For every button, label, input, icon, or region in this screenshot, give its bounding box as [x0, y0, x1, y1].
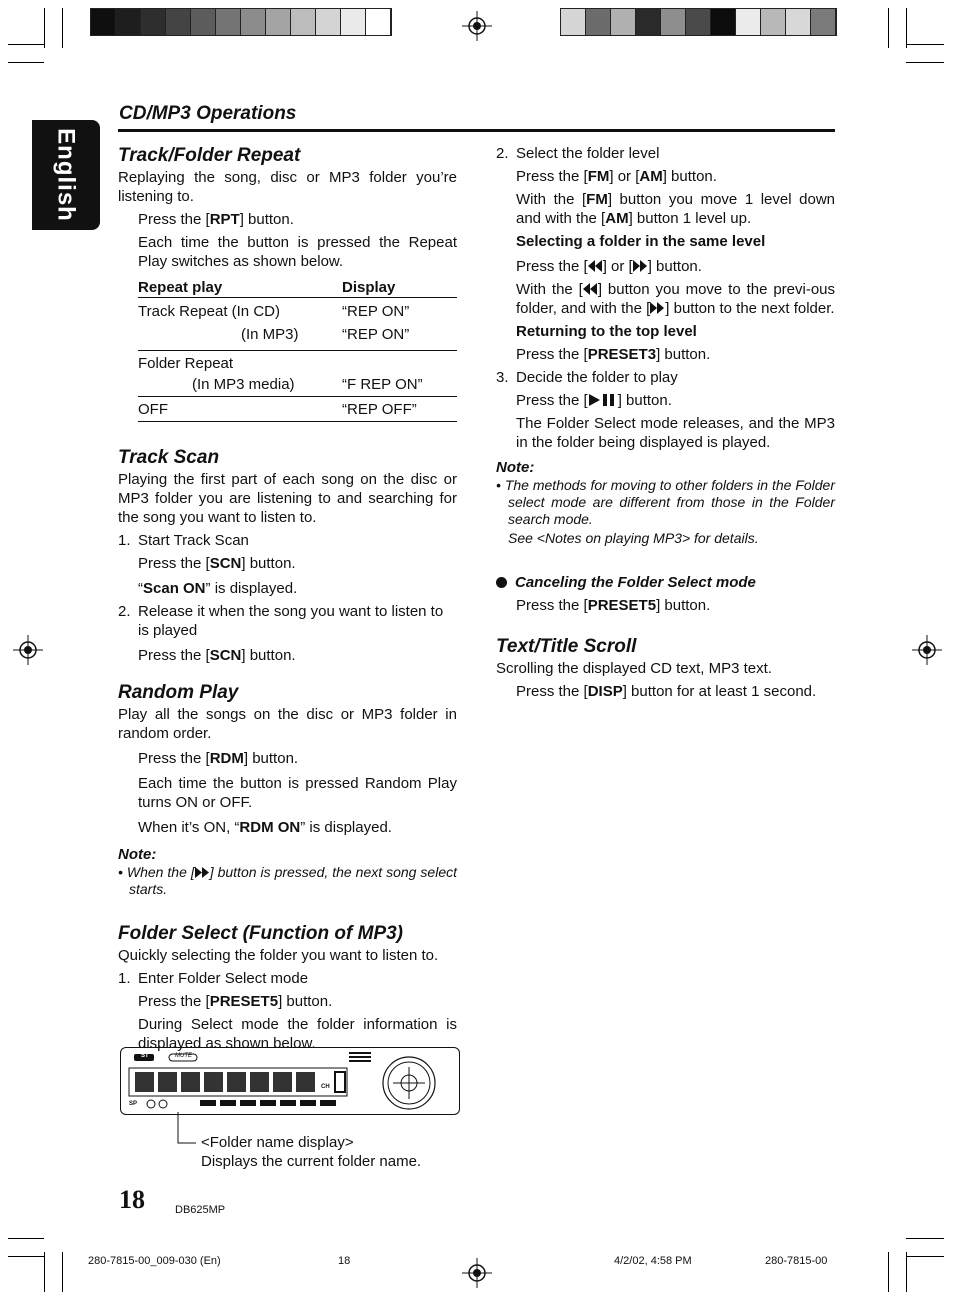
model-number: DB625MP [175, 1204, 226, 1216]
crop-mark [906, 8, 907, 48]
color-swatch [561, 9, 586, 35]
color-swatch [811, 9, 836, 35]
footer-page: 18 [338, 1255, 351, 1267]
table-header-display: Display [342, 275, 457, 298]
footer-file-name: 280-7815-00_009-030 (En) [88, 1255, 221, 1267]
folder-select-step-3: 3. Decide the folder to play [496, 369, 678, 386]
crop-mark [906, 1238, 944, 1239]
bullet-icon [496, 577, 507, 588]
callout-line [175, 1112, 197, 1144]
crop-mark [906, 1252, 907, 1292]
color-swatch [216, 9, 241, 35]
language-side-tab [32, 120, 100, 230]
language-label: English [52, 128, 80, 222]
text-scroll-intro: Scrolling the displayed CD text, MP3 text. [496, 660, 772, 677]
color-swatch [786, 9, 811, 35]
track-repeat-press: Press the [RPT] button. [138, 211, 294, 228]
lcd-st-indicator: ST [141, 1053, 149, 1059]
color-swatch [91, 9, 116, 35]
color-swatch [141, 9, 166, 35]
crop-mark [8, 44, 44, 45]
crop-mark [906, 1256, 944, 1257]
top-level-press: Press the [PRESET3] button. [516, 346, 711, 363]
track-scan-step2-press: Press the [SCN] button. [138, 647, 296, 664]
color-swatch [266, 9, 291, 35]
random-play-intro: Play all the songs on the disc or MP3 folder in random order. [118, 706, 457, 742]
skip-forward-icon [195, 867, 210, 878]
heading-random-play: Random Play [118, 682, 239, 703]
crop-mark [62, 1252, 63, 1292]
crop-mark [906, 62, 944, 63]
same-level-press: Press the [ ] or [ ] button. [516, 258, 702, 275]
left-column [118, 144, 457, 1053]
right-column [496, 144, 835, 701]
same-level-title: Selecting a folder in the same level [516, 233, 766, 250]
color-swatch [316, 9, 341, 35]
color-bar-left [90, 8, 392, 36]
registration-target-icon [462, 11, 492, 41]
folder-name-caption-desc: Displays the current folder name. [201, 1153, 422, 1170]
crop-mark [44, 1252, 45, 1292]
color-swatch [116, 9, 141, 35]
step2-with: With the [FM] button you move 1 level down and with the [AM] button 1 level up. [516, 191, 835, 227]
heading-track-repeat: Track/Folder Repeat [118, 145, 301, 166]
skip-back-icon [588, 260, 603, 272]
lcd-sp-indicator: SP [129, 1101, 138, 1107]
folder-name-caption: <Folder name display> [201, 1134, 354, 1151]
random-play-when: When it’s ON, “RDM ON” is displayed. [138, 819, 392, 836]
folder-select-step-1: 1. Enter Folder Select mode [118, 970, 309, 987]
color-swatch [636, 9, 661, 35]
text-scroll-press: Press the [DISP] button for at least 1 second. [516, 683, 817, 700]
crop-mark [62, 8, 63, 48]
registration-target-icon [13, 635, 43, 665]
play-pause-icon [588, 394, 618, 406]
track-scan-step-2: 2. Release it when the song you want to listen to is played [118, 603, 444, 639]
color-swatch [241, 9, 266, 35]
color-swatch [366, 9, 391, 35]
right-note-text: • The methods for moving to other folders in the Folder select mode are different from those in the Folder search mode. [496, 477, 835, 527]
repeat-table [138, 275, 457, 422]
table-row: Track Repeat (In CD) (In MP3) “REP ON” “REP ON” [138, 303, 410, 343]
color-swatch [711, 9, 736, 35]
folder-select-step1-desc: During Select mode the folder information is displayed as shown below. [138, 1016, 457, 1052]
right-note-title: Note: [496, 459, 535, 476]
skip-forward-icon [633, 260, 648, 272]
footer-date: 4/2/02, 4:58 PM [614, 1255, 692, 1267]
color-swatch [191, 9, 216, 35]
color-swatch [761, 9, 786, 35]
crop-mark [8, 62, 44, 63]
color-swatch [341, 9, 366, 35]
lcd-mute-indicator: MUTE [175, 1053, 192, 1059]
table-header-repeat-play: Repeat play [138, 275, 342, 298]
color-swatch [736, 9, 761, 35]
crop-mark [8, 1256, 44, 1257]
right-note-see: See <Notes on playing MP3> for details. [508, 530, 759, 546]
color-swatch [686, 9, 711, 35]
crop-mark [888, 8, 889, 48]
crop-mark [906, 44, 944, 45]
heading-track-scan: Track Scan [118, 447, 220, 468]
page-number: 18 [119, 1185, 145, 1214]
color-swatch [291, 9, 316, 35]
step3-desc: The Folder Select mode releases, and the MP3 in the folder being displayed is played. [516, 415, 835, 451]
folder-select-step1-press: Press the [PRESET5] button. [138, 993, 333, 1010]
same-level-with: With the [ ] button you move to the previ-ous folder, and with the [ ] button to the next folder. [516, 281, 836, 317]
folder-select-step-2: 2. Select the folder level [496, 145, 660, 162]
random-play-press: Press the [RDM] button. [138, 750, 299, 767]
track-scan-intro: Playing the first part of each song on the disc or MP3 folder you are listening to and searching for the song you want to listen to. [118, 471, 457, 526]
table-row: Folder Repeat (In MP3 media) “F REP ON” [138, 351, 457, 397]
header-rule [118, 129, 835, 132]
registration-target-icon [912, 635, 942, 665]
color-swatch [586, 9, 611, 35]
color-bar-right [560, 8, 837, 36]
track-repeat-desc: Each time the button is pressed the Repeat Play switches as shown below. [138, 234, 457, 270]
folder-select-intro: Quickly selecting the folder you want to listen to. [118, 947, 439, 964]
step2-press: Press the [FM] or [AM] button. [516, 168, 717, 185]
step3-press: Press the [ ] button. [516, 392, 672, 409]
random-play-note: • When the [ ] button is pressed, the next song select starts. [118, 864, 457, 897]
cancel-folder-select: Canceling the Folder Select mode [496, 573, 835, 592]
track-repeat-intro: Replaying the song, disc or MP3 folder you’re listening to. [118, 169, 457, 205]
top-level-title: Returning to the top level [516, 323, 697, 340]
color-swatch [611, 9, 636, 35]
skip-forward-icon [650, 302, 665, 314]
random-play-note-title: Note: [118, 846, 157, 863]
registration-target-icon [462, 1258, 492, 1288]
cancel-press: Press the [PRESET5] button. [516, 597, 711, 614]
table-row: OFF “REP OFF” [138, 397, 457, 422]
crop-mark [44, 8, 45, 48]
track-scan-step1-display: “Scan ON” is displayed. [138, 580, 298, 597]
skip-back-icon [583, 283, 598, 295]
random-play-desc: Each time the button is pressed Random Play turns ON or OFF. [138, 775, 457, 811]
crop-mark [8, 1238, 44, 1239]
heading-text-scroll: Text/Title Scroll [496, 636, 637, 657]
crop-mark [888, 1252, 889, 1292]
track-scan-step1-press: Press the [SCN] button. [138, 555, 296, 572]
lcd-panel-icon [121, 1048, 458, 1113]
color-swatch [661, 9, 686, 35]
color-swatch [166, 9, 191, 35]
lcd-display-illustration [120, 1047, 460, 1115]
footer-doc-number: 280-7815-00 [765, 1255, 828, 1267]
lcd-ch-indicator: CH [321, 1084, 330, 1090]
track-scan-step-1: 1. Start Track Scan [118, 532, 249, 549]
section-header: CD/MP3 Operations [119, 103, 297, 124]
heading-folder-select: Folder Select (Function of MP3) [118, 923, 404, 944]
